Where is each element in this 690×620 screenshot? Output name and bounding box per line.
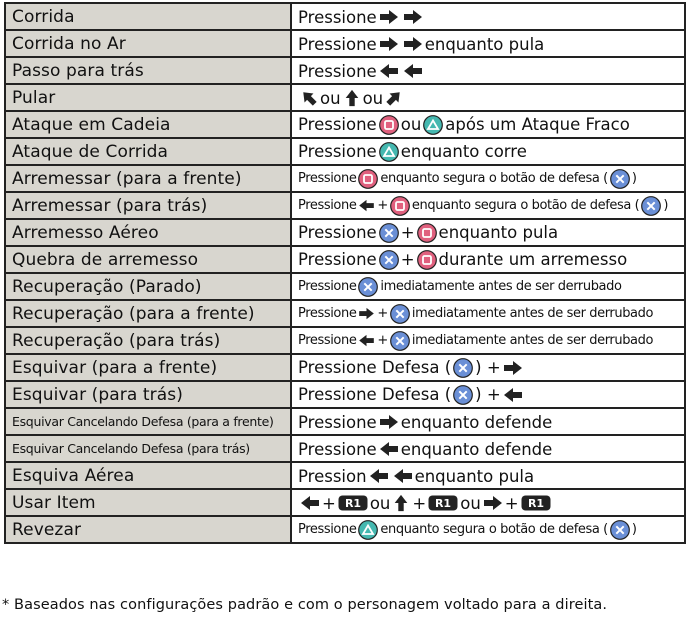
move-input [291, 300, 685, 327]
table-row [5, 57, 685, 84]
input-text: ) + [475, 385, 501, 405]
input-text: Pressione [298, 333, 357, 348]
move-input [291, 219, 685, 246]
input-text: ) [631, 171, 637, 186]
move-input [291, 138, 685, 165]
arrow-left-icon [379, 63, 399, 79]
input-text: Pressione Defesa ( [298, 358, 452, 378]
input-text: enquanto defende [400, 439, 553, 459]
arrow-right-icon [379, 36, 399, 52]
square-button-icon [358, 169, 378, 189]
table-row [5, 30, 685, 57]
move-name: Recuperação (para trás) [5, 327, 291, 354]
cross-button-icon [641, 196, 661, 216]
move-name: Recuperação (para a frente) [5, 300, 291, 327]
input-text: enquanto segura o botão de defesa ( [380, 171, 608, 186]
input-text: ) [663, 198, 669, 213]
move-name: Recuperação (Parado) [5, 273, 291, 300]
input-text: Pressione Defesa ( [298, 385, 452, 405]
table-row [5, 111, 685, 138]
arrow-right-icon [503, 360, 523, 376]
input-text: Pressione [298, 34, 377, 54]
cross-button-icon [390, 331, 410, 351]
table-row [5, 192, 685, 219]
input-text: Pressione [298, 250, 377, 270]
r1-button-icon [521, 495, 551, 511]
input-text: + [412, 493, 427, 513]
table-row [5, 489, 685, 516]
arrow-left-icon [300, 495, 320, 511]
input-text: + [504, 493, 519, 513]
r1-button-icon [428, 495, 458, 511]
move-name: Ataque de Corrida [5, 138, 291, 165]
input-text: ) [631, 522, 637, 537]
move-input [291, 354, 685, 381]
input-text: imediatamente antes de ser derrubado [380, 279, 622, 294]
table-row [5, 462, 685, 489]
input-text: enquanto pula [414, 466, 535, 486]
arrow-left-icon [358, 199, 375, 212]
svg-text:R1: R1 [344, 497, 361, 511]
move-input [291, 516, 685, 543]
input-text: imediatamente antes de ser derrubado [411, 333, 654, 348]
input-text: ou [362, 88, 384, 108]
arrow-left-icon [369, 468, 389, 484]
table-row [5, 516, 685, 543]
input-text: após um Ataque Fraco [445, 115, 630, 135]
arrow-left-icon [503, 387, 523, 403]
cross-button-icon [390, 304, 410, 324]
moves-table-body [5, 3, 685, 543]
move-name: Esquivar (para trás) [5, 381, 291, 408]
input-text: Pressione [298, 61, 377, 81]
input-text: Pressione [298, 306, 357, 321]
move-name: Esquivar (para a frente) [5, 354, 291, 381]
input-text: Pressione [298, 522, 357, 537]
square-button-icon [417, 250, 437, 270]
move-name: Arremessar (para trás) [5, 192, 291, 219]
move-input [291, 435, 685, 462]
move-input [291, 30, 685, 57]
footnote: * Baseados nas configurações padrão e com o personagem voltado para a direita. [2, 597, 608, 613]
cross-button-icon [453, 358, 473, 378]
square-button-icon [379, 115, 399, 135]
arrow-up-icon [343, 89, 361, 107]
move-input [291, 57, 685, 84]
square-button-icon [390, 196, 410, 216]
cross-button-icon [379, 250, 399, 270]
input-text: ou [460, 493, 481, 513]
input-text: + [377, 333, 388, 348]
arrow-up-icon [392, 494, 410, 512]
cross-button-icon [610, 520, 630, 540]
table-row [5, 246, 685, 273]
input-text: Pressione [298, 439, 377, 459]
move-name: Usar Item [5, 489, 291, 516]
move-name: Esquiva Aérea [5, 462, 291, 489]
table-row [5, 273, 685, 300]
arrow-right-icon [358, 307, 375, 320]
table-row [5, 327, 685, 354]
input-text: ) + [475, 358, 501, 378]
table-row [5, 408, 685, 435]
input-text: enquanto segura o botão de defesa ( [411, 198, 640, 213]
svg-text:R1: R1 [435, 497, 452, 511]
cross-button-icon [610, 169, 630, 189]
svg-text:R1: R1 [527, 497, 544, 511]
move-input [291, 489, 685, 516]
move-name: Arremessar (para a frente) [5, 165, 291, 192]
move-input [291, 327, 685, 354]
input-text: + [400, 250, 415, 270]
move-name: Esquivar Cancelando Defesa (para a frente) [5, 408, 291, 435]
input-text: imediatamente antes de ser derrubado [411, 306, 654, 321]
move-name: Quebra de arremesso [5, 246, 291, 273]
arrow-left-icon [403, 63, 423, 79]
move-input [291, 3, 685, 30]
r1-button-icon [338, 495, 368, 511]
input-text: enquanto segura o botão de defesa ( [380, 522, 608, 537]
input-text: + [377, 306, 388, 321]
square-button-icon [417, 223, 437, 243]
input-text: ou [400, 115, 422, 135]
input-text: + [322, 493, 336, 513]
input-text: Pressione [298, 279, 357, 294]
input-text: ou [320, 88, 341, 108]
move-name: Arremesso Aéreo [5, 219, 291, 246]
arrow-left-icon [393, 468, 413, 484]
arrow-upright-icon [385, 89, 403, 107]
arrow-right-icon [403, 9, 423, 25]
table-row [5, 381, 685, 408]
move-name: Passo para trás [5, 57, 291, 84]
table-row [5, 219, 685, 246]
cross-button-icon [453, 385, 473, 405]
table-row [5, 165, 685, 192]
move-input [291, 246, 685, 273]
input-text: Pressione [298, 171, 357, 186]
table-row [5, 435, 685, 462]
move-name: Pular [5, 84, 291, 111]
move-input [291, 462, 685, 489]
triangle-button-icon [423, 115, 443, 135]
input-text: Pressione [298, 7, 377, 27]
triangle-button-icon [379, 142, 399, 162]
arrow-right-icon [403, 36, 423, 52]
input-text: Pression [298, 466, 367, 486]
cross-button-icon [358, 277, 378, 297]
table-row [5, 138, 685, 165]
table-row [5, 84, 685, 111]
move-name: Corrida no Ar [5, 30, 291, 57]
input-text: enquanto corre [400, 142, 527, 162]
move-name: Ataque em Cadeia [5, 111, 291, 138]
arrow-left-icon [358, 334, 375, 347]
input-text: Pressione [298, 223, 377, 243]
moves-table [4, 2, 686, 544]
input-text: Pressione [298, 412, 377, 432]
input-text: Pressione [298, 142, 377, 162]
move-input [291, 408, 685, 435]
input-text: enquanto pula [438, 223, 559, 243]
table-row [5, 300, 685, 327]
move-input [291, 111, 685, 138]
move-name: Revezar [5, 516, 291, 543]
move-name: Corrida [5, 3, 291, 30]
move-input [291, 84, 685, 111]
table-row [5, 354, 685, 381]
arrow-right-icon [379, 414, 399, 430]
arrow-right-icon [379, 9, 399, 25]
input-text: ou [369, 493, 391, 513]
move-input [291, 165, 685, 192]
move-name: Esquivar Cancelando Defesa (para trás) [5, 435, 291, 462]
move-input [291, 381, 685, 408]
arrow-upleft-icon [300, 89, 318, 107]
input-text: enquanto pula [424, 34, 545, 54]
input-text: durante um arremesso [438, 250, 628, 270]
arrow-right-icon [483, 495, 503, 511]
input-text: Pressione [298, 115, 377, 135]
input-text: Pressione [298, 198, 357, 213]
input-text: + [400, 223, 415, 243]
move-input [291, 273, 685, 300]
arrow-left-icon [379, 441, 399, 457]
input-text: enquanto defende [400, 412, 553, 432]
cross-button-icon [379, 223, 399, 243]
input-text: + [377, 198, 388, 213]
table-row [5, 3, 685, 30]
triangle-button-icon [358, 520, 378, 540]
move-input [291, 192, 685, 219]
